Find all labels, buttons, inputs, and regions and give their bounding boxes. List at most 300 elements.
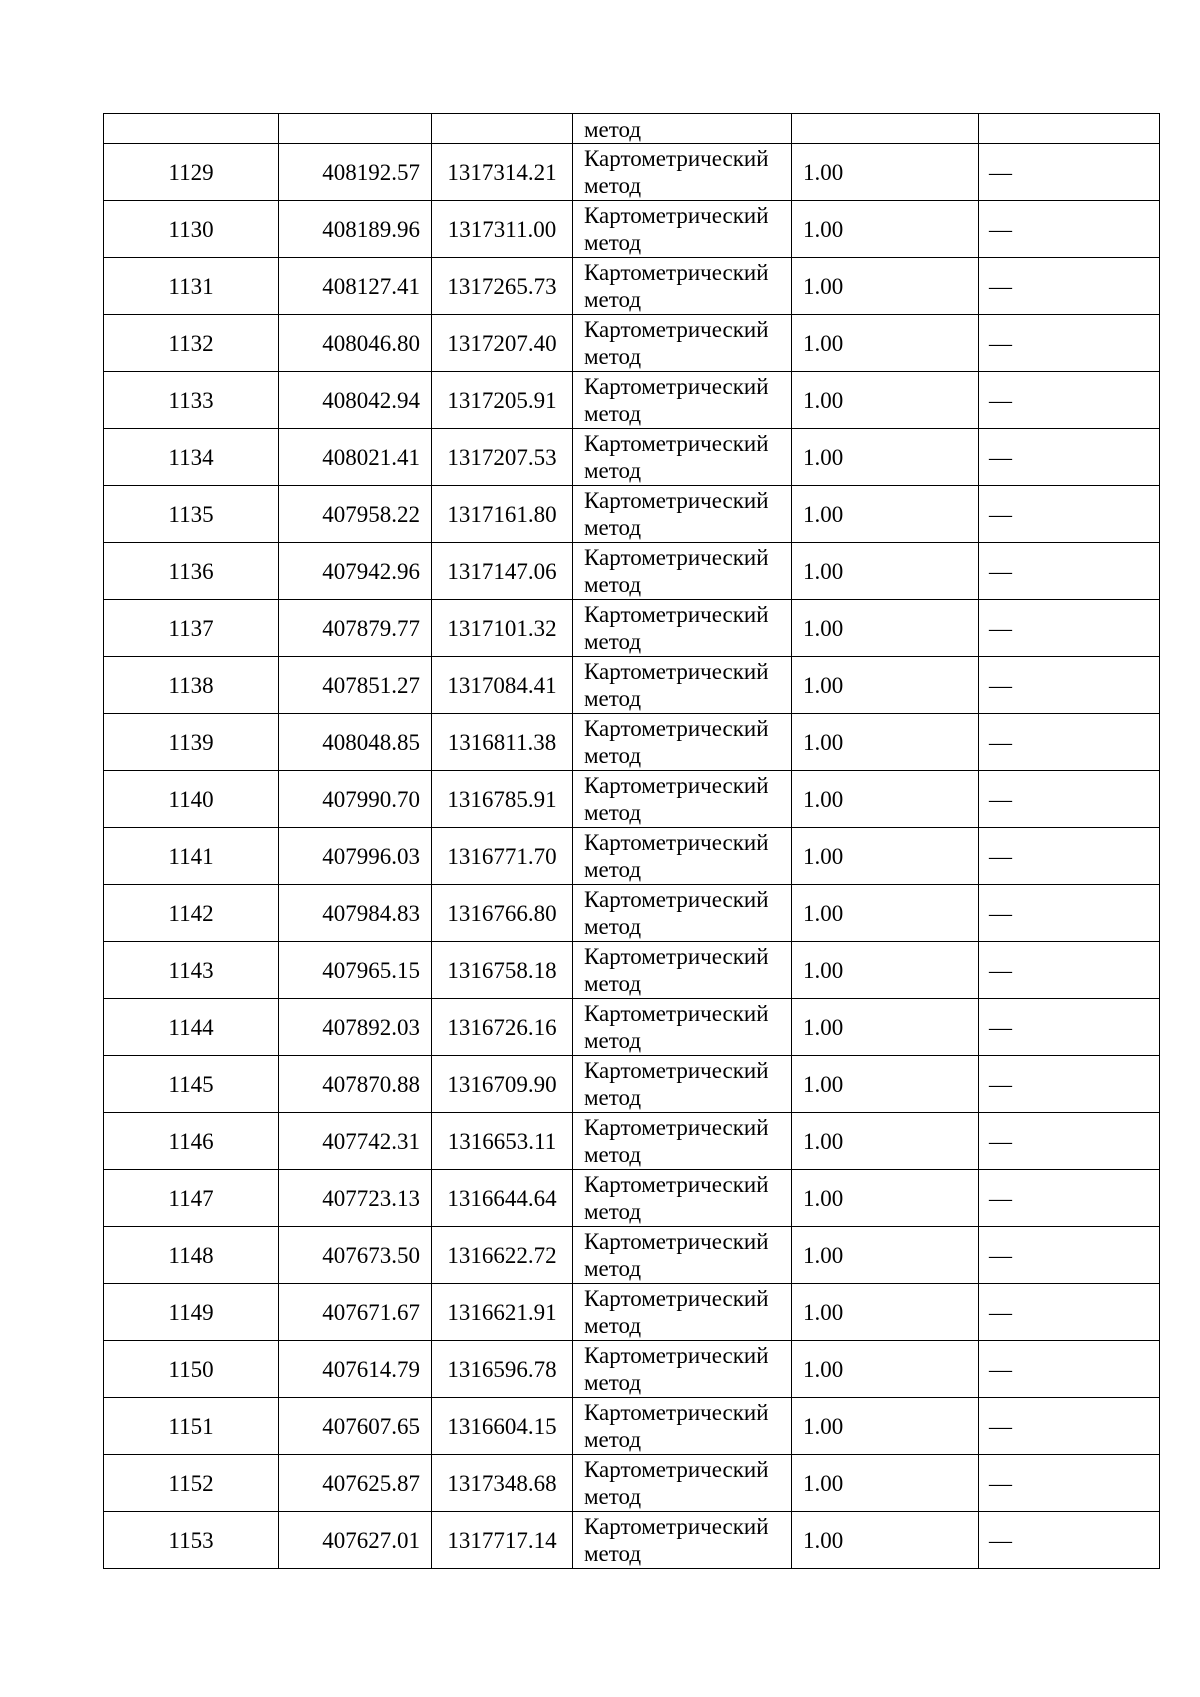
method-cell [573, 1398, 792, 1455]
accuracy-value: 1.00 [803, 729, 844, 755]
x-coordinate-cell [279, 1341, 432, 1398]
y-cell [432, 114, 573, 144]
description-dash: — [989, 1413, 1012, 1439]
point-number: 1138 [168, 672, 214, 698]
method-text: Картометрический метод [584, 887, 769, 939]
accuracy-value: 1.00 [803, 1014, 844, 1040]
y-coordinate: 1317101.32 [447, 615, 557, 641]
description-cell [979, 1284, 1160, 1341]
y-coordinate: 1317161.80 [447, 501, 557, 527]
description-cell [979, 1341, 1160, 1398]
num-cell [104, 114, 279, 144]
accuracy-value: 1.00 [803, 1128, 844, 1154]
table-row [104, 144, 1160, 201]
y-coordinate: 1317314.21 [447, 159, 557, 185]
accuracy-cell [792, 771, 979, 828]
description-cell [979, 1170, 1160, 1227]
point-number: 1144 [168, 1014, 214, 1040]
method-text: Картометрический метод [584, 260, 769, 312]
accuracy-value: 1.00 [803, 558, 844, 584]
method-cell [573, 1341, 792, 1398]
method-cell [573, 942, 792, 999]
accuracy-cell [792, 942, 979, 999]
x-coordinate-cell [279, 1113, 432, 1170]
description-cell [979, 543, 1160, 600]
y-coordinate: 1317348.68 [447, 1470, 557, 1496]
point-number-cell [104, 258, 279, 315]
point-number: 1142 [168, 900, 214, 926]
method-cell [573, 1113, 792, 1170]
point-number: 1141 [168, 843, 214, 869]
y-coordinate-cell [432, 657, 573, 714]
point-number-cell [104, 999, 279, 1056]
x-coordinate-cell [279, 1512, 432, 1569]
accuracy-value: 1.00 [803, 330, 844, 356]
x-coordinate: 407996.03 [322, 843, 420, 869]
table-row [104, 1113, 1160, 1170]
method-cell [573, 1056, 792, 1113]
y-coordinate-cell [432, 1170, 573, 1227]
x-coordinate: 407990.70 [322, 786, 420, 812]
table-row [104, 942, 1160, 999]
point-number-cell [104, 1284, 279, 1341]
method-text: Картометрический метод [584, 1172, 769, 1224]
description-dash: — [989, 900, 1012, 926]
method-cell [573, 144, 792, 201]
x-coordinate-cell [279, 1056, 432, 1113]
y-coordinate-cell [432, 1455, 573, 1512]
x-coordinate-cell [279, 1170, 432, 1227]
point-number-cell [104, 144, 279, 201]
description-dash: — [989, 216, 1012, 242]
accuracy-value: 1.00 [803, 1356, 844, 1382]
y-coordinate-cell [432, 714, 573, 771]
x-coordinate-cell [279, 999, 432, 1056]
accuracy-cell [792, 372, 979, 429]
x-coordinate: 408046.80 [322, 330, 420, 356]
y-coordinate-cell [432, 258, 573, 315]
y-coordinate-cell [432, 771, 573, 828]
x-coordinate-cell [279, 372, 432, 429]
point-number: 1137 [168, 615, 214, 641]
accuracy-value: 1.00 [803, 1242, 844, 1268]
method-text: Картометрический метод [584, 146, 769, 198]
table-row [104, 1455, 1160, 1512]
y-coordinate: 1317207.40 [447, 330, 557, 356]
description-cell [979, 201, 1160, 258]
method-cell [573, 828, 792, 885]
method-text: Картометрический метод [584, 1286, 769, 1338]
point-number: 1143 [168, 957, 214, 983]
point-number: 1130 [168, 216, 214, 242]
table-row [104, 714, 1160, 771]
method-text: Картометрический метод [584, 1058, 769, 1110]
method-text: Картометрический метод [584, 1115, 769, 1167]
method-text: Картометрический метод [584, 203, 769, 255]
method-cell [573, 771, 792, 828]
y-coordinate-cell [432, 1398, 573, 1455]
description-dash: — [989, 273, 1012, 299]
description-dash: — [989, 1014, 1012, 1040]
accuracy-value: 1.00 [803, 1527, 844, 1553]
description-cell [979, 942, 1160, 999]
x-coordinate: 407671.67 [322, 1299, 420, 1325]
description-dash: — [989, 843, 1012, 869]
point-number-cell [104, 429, 279, 486]
x-cell [279, 114, 432, 144]
description-dash: — [989, 1527, 1012, 1553]
description-cell [979, 714, 1160, 771]
method-text: Картометрический метод [584, 1514, 769, 1566]
x-coordinate: 407627.01 [322, 1527, 420, 1553]
accuracy-value: 1.00 [803, 615, 844, 641]
accuracy-value: 1.00 [803, 387, 844, 413]
description-dash: — [989, 558, 1012, 584]
x-coordinate-cell [279, 771, 432, 828]
x-coordinate-cell [279, 885, 432, 942]
accuracy-cell [792, 1455, 979, 1512]
method-cell [573, 1284, 792, 1341]
description-cell [979, 657, 1160, 714]
description-dash: — [989, 387, 1012, 413]
accuracy-value: 1.00 [803, 957, 844, 983]
point-number-cell [104, 828, 279, 885]
description-cell [979, 486, 1160, 543]
method-cell [573, 1227, 792, 1284]
description-cell [979, 1113, 1160, 1170]
x-coordinate: 407879.77 [322, 615, 420, 641]
method-text: Картометрический метод [584, 1400, 769, 1452]
table-row [104, 1512, 1160, 1569]
table-row [104, 543, 1160, 600]
point-number-cell [104, 1056, 279, 1113]
y-coordinate: 1317205.91 [447, 387, 557, 413]
x-coordinate: 407958.22 [322, 501, 420, 527]
table-row [104, 657, 1160, 714]
y-coordinate-cell [432, 486, 573, 543]
description-cell [979, 315, 1160, 372]
method-cell [573, 315, 792, 372]
coordinates-table [103, 113, 1160, 1569]
point-number-cell [104, 1113, 279, 1170]
point-number-cell [104, 372, 279, 429]
y-coordinate: 1317311.00 [447, 216, 557, 242]
point-number-cell [104, 315, 279, 372]
continuation-row [104, 114, 1160, 144]
method-cell [573, 201, 792, 258]
y-coordinate-cell [432, 1113, 573, 1170]
y-coordinate-cell [432, 372, 573, 429]
method-cell [573, 1455, 792, 1512]
y-coordinate: 1316785.91 [447, 786, 557, 812]
description-dash: — [989, 1470, 1012, 1496]
table-row [104, 885, 1160, 942]
x-coordinate: 407870.88 [322, 1071, 420, 1097]
accuracy-cell [792, 201, 979, 258]
point-number: 1129 [168, 159, 214, 185]
point-number-cell [104, 657, 279, 714]
description-cell [979, 1455, 1160, 1512]
x-coordinate: 408021.41 [322, 444, 420, 470]
y-coordinate: 1317717.14 [447, 1527, 557, 1553]
method-cell [573, 657, 792, 714]
y-coordinate: 1317265.73 [447, 273, 557, 299]
method-cell [573, 714, 792, 771]
y-coordinate: 1317207.53 [447, 444, 557, 470]
table-row [104, 1341, 1160, 1398]
y-coordinate: 1316771.70 [447, 843, 557, 869]
y-coordinate-cell [432, 828, 573, 885]
x-coordinate: 407614.79 [322, 1356, 420, 1382]
x-coordinate-cell [279, 144, 432, 201]
table-row [104, 201, 1160, 258]
table-row [104, 1284, 1160, 1341]
point-number-cell [104, 1512, 279, 1569]
method-text: Картометрический метод [584, 545, 769, 597]
point-number: 1146 [168, 1128, 214, 1154]
y-coordinate: 1316596.78 [447, 1356, 557, 1382]
description-dash: — [989, 1299, 1012, 1325]
y-coordinate-cell [432, 201, 573, 258]
point-number-cell [104, 486, 279, 543]
method-cell [573, 1512, 792, 1569]
point-number-cell [104, 1341, 279, 1398]
accuracy-cell [792, 1113, 979, 1170]
x-coordinate-cell [279, 201, 432, 258]
description-cell [979, 828, 1160, 885]
coordinates-table-body [104, 114, 1160, 1569]
x-coordinate: 407942.96 [322, 558, 420, 584]
x-coordinate-cell [279, 828, 432, 885]
method-text: Картометрический метод [584, 659, 769, 711]
point-number-cell [104, 1455, 279, 1512]
y-coordinate: 1316653.11 [447, 1128, 557, 1154]
y-coordinate: 1317147.06 [447, 558, 557, 584]
accuracy-value: 1.00 [803, 159, 844, 185]
x-coordinate: 407984.83 [322, 900, 420, 926]
description-dash: — [989, 1242, 1012, 1268]
table-row [104, 1227, 1160, 1284]
method-text: Картометрический метод [584, 1001, 769, 1053]
point-number: 1140 [168, 786, 214, 812]
point-number: 1148 [168, 1242, 214, 1268]
x-coordinate-cell [279, 1284, 432, 1341]
point-number-cell [104, 543, 279, 600]
description-dash: — [989, 1356, 1012, 1382]
description-cell [979, 1398, 1160, 1455]
accuracy-value: 1.00 [803, 1470, 844, 1496]
description-dash: — [989, 501, 1012, 527]
point-number: 1134 [168, 444, 214, 470]
table-row [104, 600, 1160, 657]
point-number: 1139 [168, 729, 214, 755]
table-row [104, 771, 1160, 828]
y-coordinate: 1316811.38 [447, 729, 557, 755]
x-coordinate-cell [279, 429, 432, 486]
y-coordinate: 1316766.80 [447, 900, 557, 926]
accuracy-cell [792, 885, 979, 942]
accuracy-cell [792, 1227, 979, 1284]
point-number-cell [104, 771, 279, 828]
method-cell [573, 372, 792, 429]
table-row [104, 999, 1160, 1056]
point-number-cell [104, 942, 279, 999]
x-coordinate: 407851.27 [322, 672, 420, 698]
accuracy-value: 1.00 [803, 900, 844, 926]
table-row [104, 1170, 1160, 1227]
accuracy-cell [792, 1398, 979, 1455]
method-text: метод [584, 116, 642, 142]
accuracy-value: 1.00 [803, 501, 844, 527]
description-cell [979, 1227, 1160, 1284]
point-number: 1147 [168, 1185, 214, 1211]
description-cell [979, 258, 1160, 315]
method-cell [573, 600, 792, 657]
accuracy-cell [792, 1056, 979, 1113]
accuracy-cell [792, 600, 979, 657]
description-cell [979, 600, 1160, 657]
description-cell [979, 999, 1160, 1056]
y-coordinate-cell [432, 942, 573, 999]
point-number: 1133 [168, 387, 214, 413]
table-row [104, 429, 1160, 486]
accuracy-cell [792, 1341, 979, 1398]
description-cell [979, 114, 1160, 144]
x-coordinate: 407965.15 [322, 957, 420, 983]
y-coordinate-cell [432, 1284, 573, 1341]
point-number-cell [104, 714, 279, 771]
method-text: Картометрический метод [584, 1457, 769, 1509]
point-number-cell [104, 201, 279, 258]
y-coordinate: 1317084.41 [447, 672, 557, 698]
point-number-cell [104, 1398, 279, 1455]
y-coordinate-cell [432, 1056, 573, 1113]
x-coordinate-cell [279, 942, 432, 999]
x-coordinate: 407723.13 [322, 1185, 420, 1211]
accuracy-cell [792, 1170, 979, 1227]
method-text: Картометрический метод [584, 317, 769, 369]
description-cell [979, 1512, 1160, 1569]
table-row [104, 1398, 1160, 1455]
method-text: Картометрический метод [584, 944, 769, 996]
accuracy-cell [792, 429, 979, 486]
accuracy-value: 1.00 [803, 216, 844, 242]
table-row [104, 828, 1160, 885]
method-text: Картометрический метод [584, 773, 769, 825]
method-text: Картометрический метод [584, 1343, 769, 1395]
method-cell [573, 258, 792, 315]
method-cell [573, 999, 792, 1056]
point-number-cell [104, 1227, 279, 1284]
accuracy-value: 1.00 [803, 273, 844, 299]
accuracy-cell [792, 1284, 979, 1341]
description-dash: — [989, 1185, 1012, 1211]
point-number: 1145 [168, 1071, 214, 1097]
y-coordinate-cell [432, 543, 573, 600]
x-coordinate-cell [279, 258, 432, 315]
point-number: 1149 [168, 1299, 214, 1325]
y-coordinate-cell [432, 600, 573, 657]
y-coordinate: 1316644.64 [447, 1185, 557, 1211]
x-coordinate-cell [279, 600, 432, 657]
description-dash: — [989, 615, 1012, 641]
table-row [104, 372, 1160, 429]
method-cell [573, 543, 792, 600]
x-coordinate-cell [279, 486, 432, 543]
x-coordinate: 407892.03 [322, 1014, 420, 1040]
description-cell [979, 429, 1160, 486]
y-coordinate: 1316604.15 [447, 1413, 557, 1439]
y-coordinate-cell [432, 1512, 573, 1569]
x-coordinate: 407673.50 [322, 1242, 420, 1268]
x-coordinate: 408042.94 [322, 387, 420, 413]
x-coordinate: 408048.85 [322, 729, 420, 755]
description-dash: — [989, 1128, 1012, 1154]
description-dash: — [989, 672, 1012, 698]
y-coordinate: 1316709.90 [447, 1071, 557, 1097]
description-dash: — [989, 330, 1012, 356]
accuracy-value: 1.00 [803, 672, 844, 698]
accuracy-cell [792, 315, 979, 372]
point-number: 1135 [168, 501, 214, 527]
accuracy-cell [792, 258, 979, 315]
description-cell [979, 1056, 1160, 1113]
description-dash: — [989, 1071, 1012, 1097]
method-cell [573, 885, 792, 942]
y-coordinate-cell [432, 1341, 573, 1398]
method-text: Картометрический метод [584, 431, 769, 483]
x-coordinate: 407625.87 [322, 1470, 420, 1496]
accuracy-value: 1.00 [803, 786, 844, 812]
accuracy-cell [792, 543, 979, 600]
method-cell [573, 1170, 792, 1227]
table-row [104, 258, 1160, 315]
accuracy-cell [792, 1512, 979, 1569]
point-number: 1136 [168, 558, 214, 584]
point-number: 1131 [168, 273, 214, 299]
point-number-cell [104, 1170, 279, 1227]
method-text: Картометрический метод [584, 1229, 769, 1281]
y-coordinate: 1316758.18 [447, 957, 557, 983]
method-text: Картометрический метод [584, 602, 769, 654]
accuracy-cell [792, 828, 979, 885]
x-coordinate: 408127.41 [322, 273, 420, 299]
point-number-cell [104, 885, 279, 942]
table-row [104, 315, 1160, 372]
y-coordinate: 1316621.91 [447, 1299, 557, 1325]
y-coordinate-cell [432, 315, 573, 372]
accuracy-cell [792, 999, 979, 1056]
accuracy-cell [792, 657, 979, 714]
method-text: Картометрический метод [584, 374, 769, 426]
description-cell [979, 885, 1160, 942]
y-coordinate-cell [432, 429, 573, 486]
accuracy-value: 1.00 [803, 1185, 844, 1211]
x-coordinate: 408192.57 [322, 159, 420, 185]
method-text: Картометрический метод [584, 830, 769, 882]
description-dash: — [989, 786, 1012, 812]
table-row [104, 486, 1160, 543]
point-number: 1153 [168, 1527, 214, 1553]
y-coordinate-cell [432, 1227, 573, 1284]
x-coordinate-cell [279, 315, 432, 372]
point-number: 1151 [168, 1413, 214, 1439]
accuracy-value: 1.00 [803, 444, 844, 470]
method-cell [573, 429, 792, 486]
y-coordinate-cell [432, 999, 573, 1056]
x-coordinate-cell [279, 1227, 432, 1284]
x-coordinate-cell [279, 657, 432, 714]
